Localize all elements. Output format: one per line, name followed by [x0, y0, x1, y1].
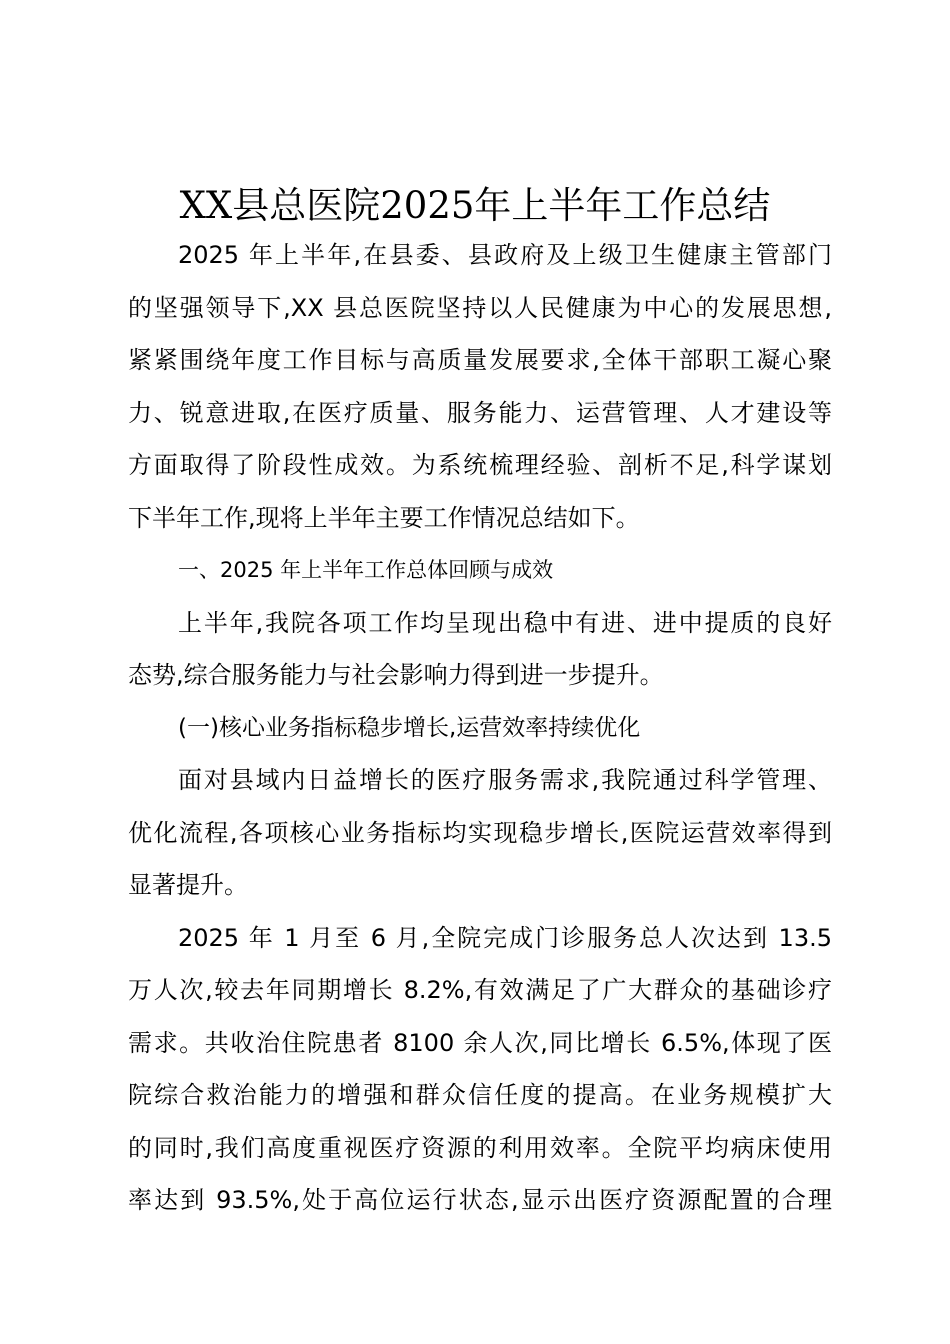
text-line: 院综合救治能力的增强和群众信任度的提高。在业务规模扩大: [128, 1081, 832, 1109]
text-line: 力、锐意进取,在医疗质量、服务能力、运营管理、人才建设等: [128, 398, 832, 427]
text-line: 态势,综合服务能力与社会影响力得到进一步提升。: [128, 661, 664, 689]
text-line: 万人次,较去年同期增长 8.2%,有效满足了广大群众的基础诊疗: [128, 976, 832, 1004]
section-heading: 一、2025 年上半年工作总体回顾与成效: [178, 558, 554, 582]
document-title: XX县总医院2025年上半年工作总结: [179, 184, 771, 227]
text-line: 显著提升。: [128, 871, 248, 899]
text-line: 2025 年 1 月至 6 月,全院完成门诊服务总人次达到 13.5: [178, 923, 832, 952]
text-line: 的坚强领导下,XX 县总医院坚持以人民健康为中心的发展思想,: [128, 293, 832, 322]
text-line: 的同时,我们高度重视医疗资源的利用效率。全院平均病床使用: [128, 1133, 832, 1162]
text-line: 面对县域内日益增长的医疗服务需求,我院通过科学管理、: [178, 766, 832, 794]
text-line: 方面取得了阶段性成效。为系统梳理经验、剖析不足,科学谋划: [128, 451, 832, 479]
text-line: 紧紧围绕年度工作目标与高质量发展要求,全体干部职工凝心聚: [128, 346, 832, 374]
subsection-heading: (一)核心业务指标稳步增长,运营效率持续优化: [178, 714, 641, 741]
text-line: 2025 年上半年,在县委、县政府及上级卫生健康主管部门: [178, 241, 832, 269]
text-line: 率达到 93.5%,处于高位运行状态,显示出医疗资源配置的合理: [128, 1186, 832, 1214]
document-body: [128, 229, 832, 1227]
text-line: 上半年,我院各项工作均呈现出稳中有进、进中提质的良好: [178, 608, 832, 637]
text-line: 需求。共收治住院患者 8100 余人次,同比增长 6.5%,体现了医: [128, 1028, 832, 1057]
text-line: 下半年工作,现将上半年主要工作情况总结如下。: [128, 503, 640, 532]
text-line: 优化流程,各项核心业务指标均实现稳步增长,医院运营效率得到: [128, 818, 832, 847]
